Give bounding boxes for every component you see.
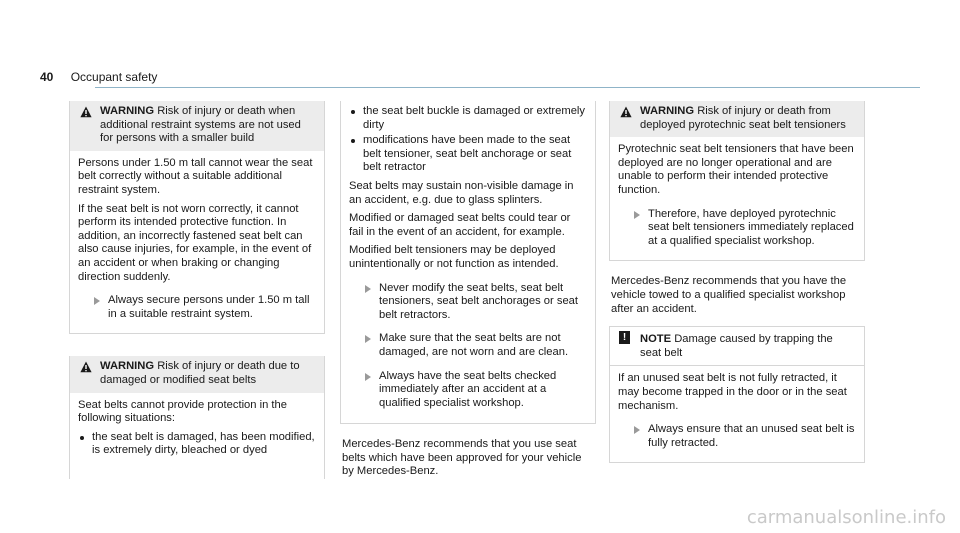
step-text: Always have the seat belts checked immediately after an accident at a qualified specialist workshop. [379,369,557,409]
list-item-text: the seat belt buckle is damaged or extremely dirty [363,105,586,131]
note-paragraph: If an unused seat belt is not fully retracted, it may become trapped in the door or in the seat mechanism. [618,372,847,412]
step-arrow-icon [634,426,640,434]
column-1 [69,101,325,493]
bullet-dot-icon [80,436,84,440]
action-step [349,370,587,419]
note-title: Damage caused by trapping the seat belt [640,333,833,359]
warning-title: Risk of injury or death due to damaged or modified seat belts [100,360,300,386]
action-step [618,208,856,249]
warning-triangle-icon [80,361,92,373]
header-rule [95,87,920,88]
warning-paragraph: If the seat belt is not worn correctly, it cannot perform its intended protective function. In addition, an incorrectly fastened seat belt can also cause injuries, for example, in the event of an accident or when braking or changing direction suddenly. [78,202,312,283]
warning-box-damaged-belts [69,356,325,479]
note-label: NOTE [640,333,672,346]
note-header [610,327,864,366]
step-text: Never modify the seat belts, seat belt tensioners, seat belt anchorages or seat belt retractors. [379,281,579,321]
body-paragraph: Mercedes-Benz recommends that you use seat belts which have been approved for your vehicle by Mercedes-Benz. [342,438,582,478]
list-item [349,134,587,175]
bullet-list [349,105,587,175]
warning-paragraph: Persons under 1.50 m tall cannot wear the seat belt correctly without a suitable additional restraint system. [78,156,313,196]
warning-header [70,356,324,392]
watermark: carmanualsonline.info [746,507,946,528]
bullet-dot-icon [351,139,355,143]
bullet-list [78,431,316,458]
action-step [349,332,587,359]
step-arrow-icon [94,297,100,305]
list-item-text: the seat belt is damaged, has been modified, is extremely dirty, bleached or dyed [92,430,315,457]
action-step [349,282,587,323]
step-arrow-icon [365,285,371,293]
warning-paragraph: Pyrotechnic seat belt tensioners that have been deployed are no longer operational and are unable to perform their intended protective function. [618,143,854,196]
warning-label: WARNING [100,105,155,117]
warning-triangle-icon [620,106,632,118]
warning-paragraph: Modified belt tensioners may be deployed unintentionally or not function as intended. [349,244,559,270]
step-text: Therefore, have deployed pyrotechnic seat belt tensioners immediately replaced at a qualified specialist workshop. [648,207,854,247]
column-3 [609,101,865,477]
warning-header [70,101,324,151]
list-item [78,431,316,458]
page-header [40,71,157,85]
bullet-dot-icon [351,110,355,114]
warning-label: WARNING [640,105,695,117]
body-paragraph: Mercedes-Benz recommends that you have the vehicle towed to a qualified specialist workshop after an accident. [611,275,847,315]
warning-paragraph: Modified or damaged seat belts could tear or fail in the event of an accident, for example. [349,212,571,238]
action-step [78,294,316,321]
warning-label: WARNING [100,360,155,373]
list-item [349,105,587,132]
list-item-text: modifications have been made to the seat belt tensioner, seat belt anchorage or seat belt retractor [363,134,572,174]
step-text: Always secure persons under 1.50 m tall in a suitable restraint system. [108,294,310,320]
step-text: Make sure that the seat belts are not damaged, are not worn and are clean. [379,332,569,358]
warning-box-small-persons [69,101,325,334]
step-text: Always ensure that an unused seat belt is fully retracted. [648,423,855,449]
warning-paragraph: Seat belts cannot provide protection in the following situations: [78,398,287,425]
column-2 [340,101,596,489]
step-arrow-icon [365,335,371,343]
section-title: Occupant safety [70,70,158,84]
warning-title: Risk of injury or death from deployed pyrotechnic seat belt tensioners [640,105,846,131]
exclamation-icon: ! [619,331,630,344]
warning-box-continued [340,101,596,424]
warning-title: Risk of injury or death when additional restraint systems are not used for persons with a smaller build [100,105,301,145]
warning-triangle-icon [80,106,92,118]
step-arrow-icon [634,211,640,219]
warning-paragraph: Seat belts may sustain non-visible damage in an accident, e.g. due to glass splinters. [349,179,574,206]
warning-box-pyrotechnic [609,101,865,261]
note-box [609,326,865,463]
warning-header [610,101,864,137]
page-number: 40 [40,70,54,84]
action-step [618,423,856,450]
step-arrow-icon [365,373,371,381]
